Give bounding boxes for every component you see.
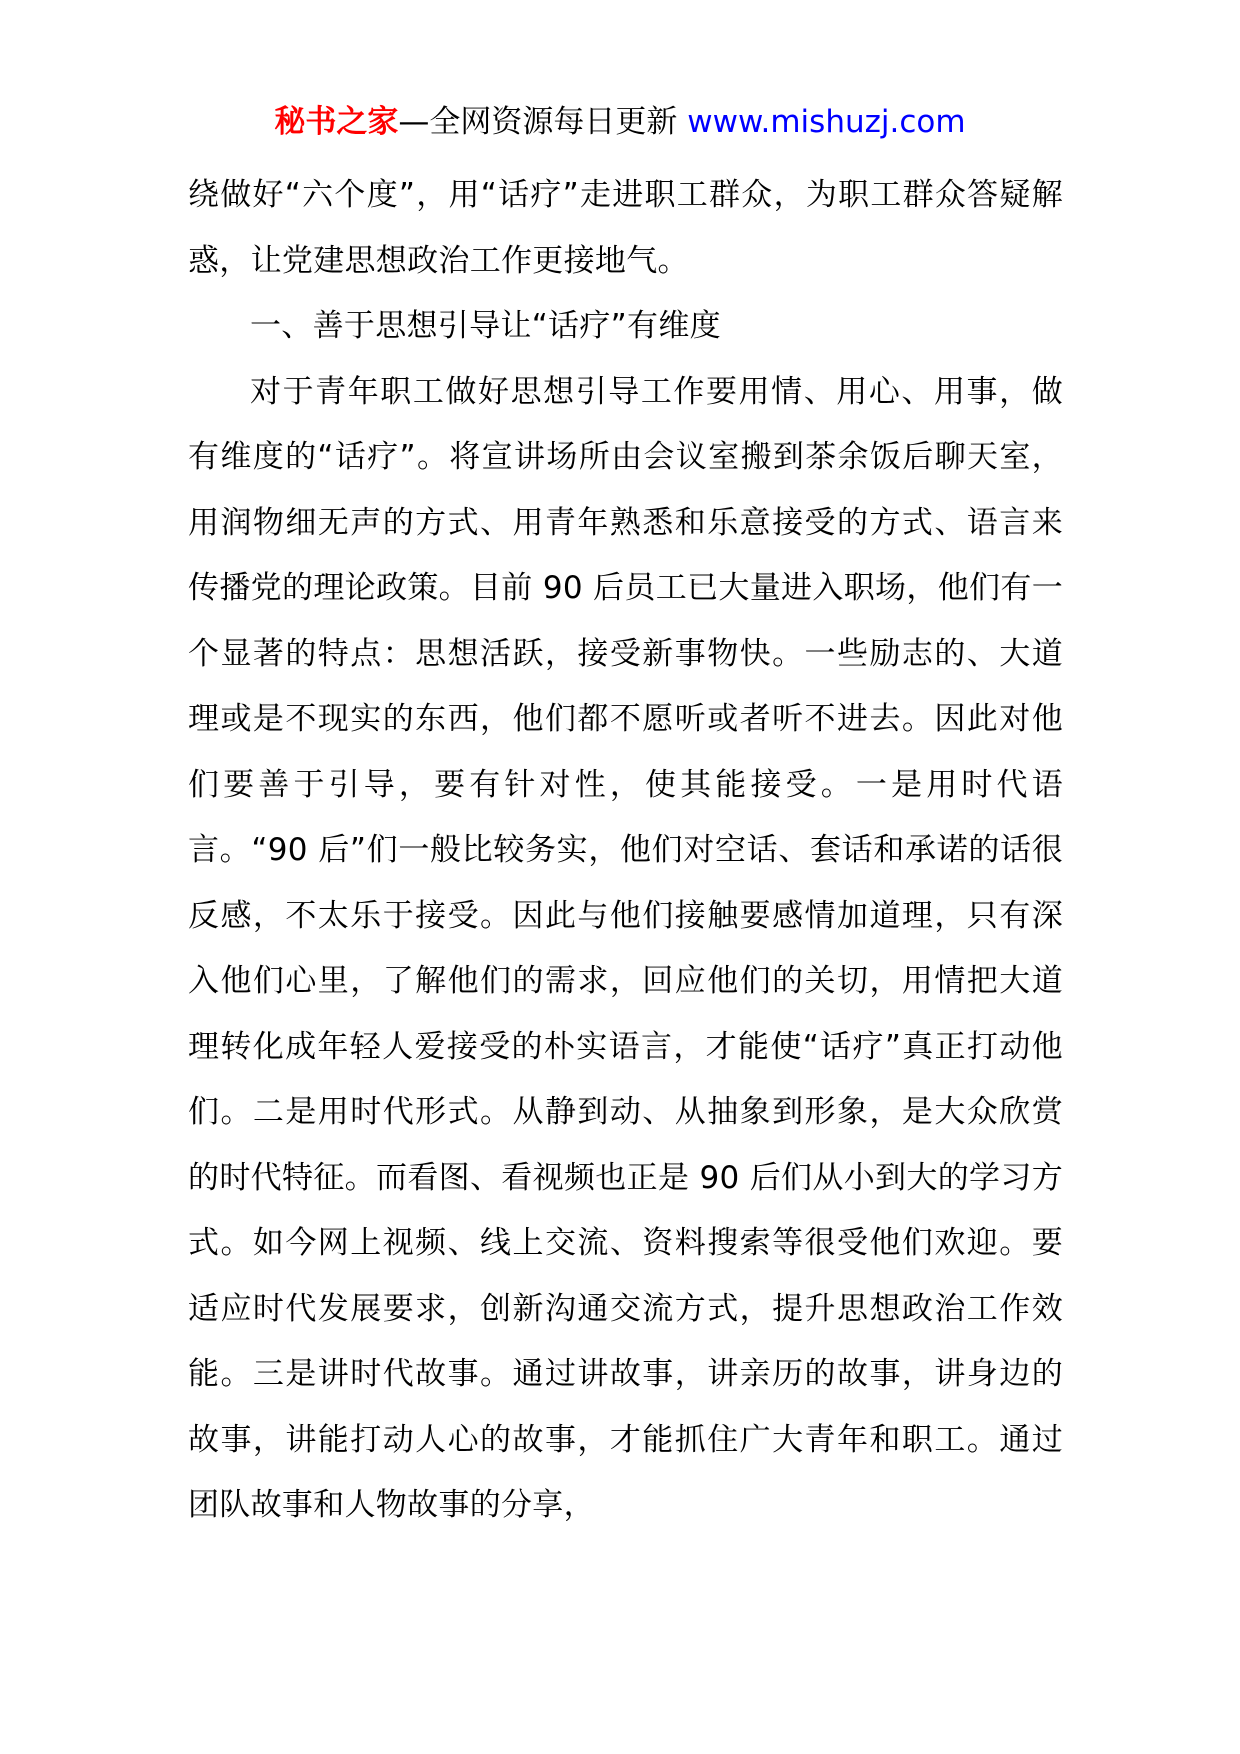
page-header <box>0 100 1240 144</box>
paragraph-continuation: 绕做好“六个度”，用“话疗”走进职工群众，为职工群众答疑解惑，让党建思想政治工作更接地气。 <box>188 177 1063 279</box>
document-body <box>188 163 1063 1539</box>
paragraph-body: 对于青年职工做好思想引导工作要用情、用心、用事，做有维度的“话疗”。将宣讲场所由会议室搬到茶余饭后聊天室，用润物细无声的方式、用青年熟悉和乐意接受的方式、语言来传播党的理论政策。目前 90 后员工已大量进入职场，他们有一个显著的特点：思想活跃，接受新事物快。一些励志的、大道理或是不现实的东西，他们都不愿听或者听不进去。因此对他们要善于引导，要有针对性，使其能接受。一是用时代语言。“90 后”们一般比较务实，他们对空话、套话和承诺的话很反感，不太乐于接受。因此与他们接触要感情加道理，只有深入他们心里，了解他们的需求，回应他们的关切，用情把大道理转化成年轻人爱接受的朴实语言，才能使“话疗”真正打动他们。二是用时代形式。从静到动、从抽象到形象，是大众欣赏的时代特征。而看图、看视频也正是 90 后们从小到大的学习方式。如今网上视频、线上交流、资料搜索等很受他们欢迎。要适应时代发展要求，创新沟通交流方式，提升思想政治工作效能。三是讲时代故事。通过讲故事，讲亲历的故事，讲身边的故事，讲能打动人心的故事，才能抓住广大青年和职工。通过团队故事和人物故事的分享， <box>188 373 1063 1523</box>
brand-name: 秘书之家 <box>274 104 399 140</box>
section-heading: 一、善于思想引导让“话疗”有维度 <box>250 308 721 344</box>
header-tagline: —全网资源每日更新 <box>398 104 678 140</box>
header-url-link[interactable]: www.mishuzj.com <box>687 104 966 140</box>
